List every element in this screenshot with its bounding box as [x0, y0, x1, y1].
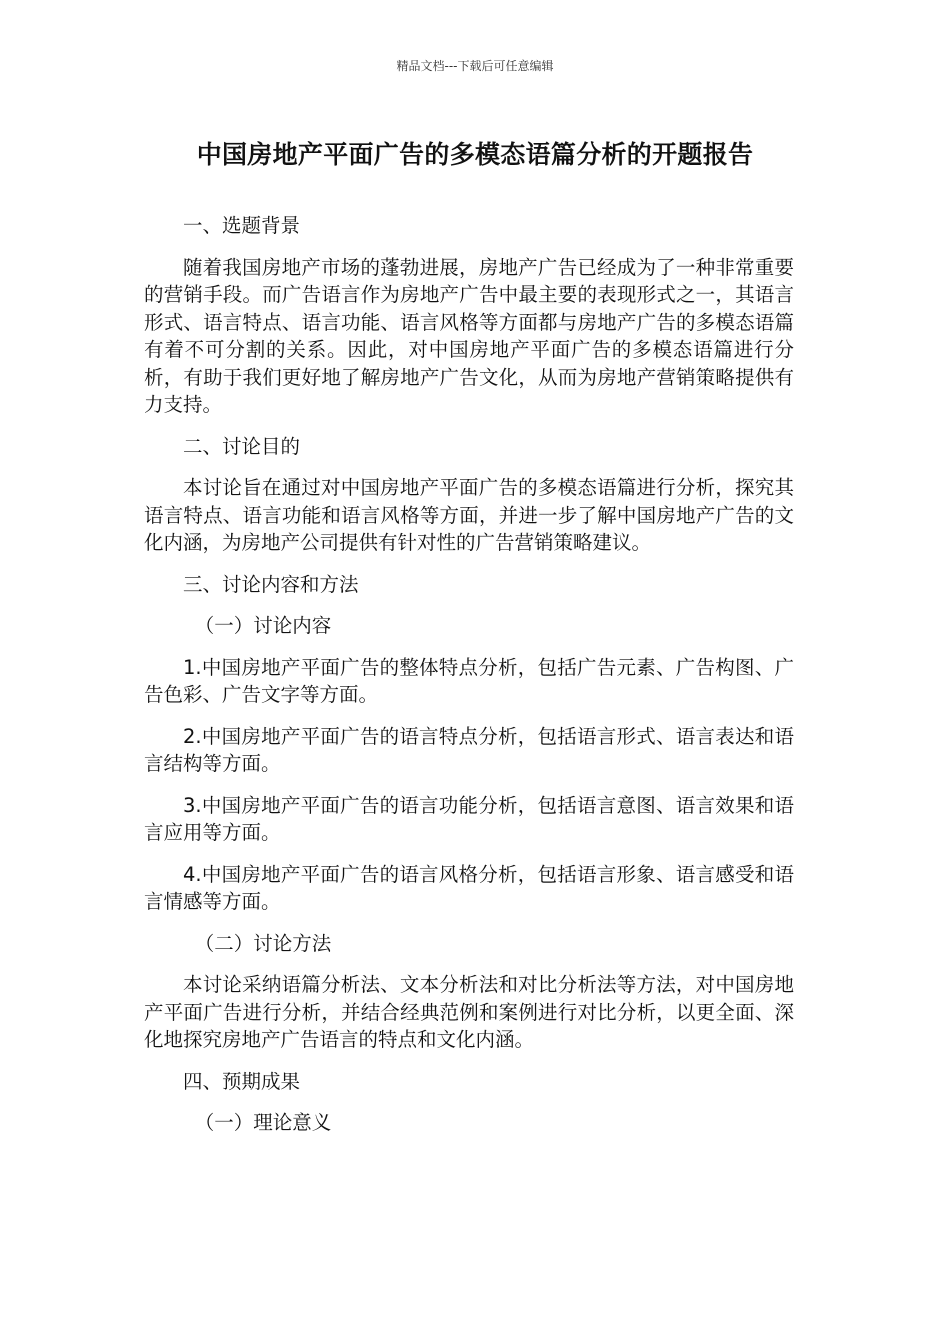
page-header-note: 精品文档---下载后可任意编辑 — [396, 59, 554, 73]
paragraph-method: 本讨论采纳语篇分析法、文本分析法和对比分析法等方法，对中国房地产平面广告进行分析，并结合经典范例和案例进行对比分析，以更全面、深化地探究房地产广告语言的特点和文化内涵。 — [144, 973, 794, 1051]
section-heading-content-method: 三、讨论内容和方法 — [183, 572, 359, 596]
paragraph-background: 随着我国房地产市场的蓬勃进展，房地产广告已经成为了一种非常重要的营销手段。而广告语言作为房地产广告中最主要的表现形式之一，其语言形式、语言特点、语言功能、语言风格等方面都与房地产广告的多模态语篇有着不可分割的关系。因此，对中国房地产平面广告的多模态语篇进行分析，有助于我们更好地了解房地产广告文化，从而为房地产营销策略提供有力支持。 — [144, 255, 794, 416]
subheading-content: （一）讨论内容 — [194, 614, 332, 637]
subheading-method: （二）讨论方法 — [194, 931, 332, 955]
subheading-theory-significance: （一）理论意义 — [194, 1111, 332, 1134]
section-heading-background: 一、选题背景 — [183, 214, 301, 237]
list-item-language-functions: 3.中国房地产平面广告的语言功能分析，包括语言意图、语言效果和语言应用等方面。 — [144, 793, 794, 844]
list-item-overall-features: 1.中国房地产平面广告的整体特点分析，包括广告元素、广告构图、广告色彩、广告文字等方面。 — [144, 655, 794, 706]
document-title: 中国房地产平面广告的多模态语篇分析的开题报告 — [196, 140, 754, 169]
document-body — [144, 212, 794, 1151]
paragraph-purpose: 本讨论旨在通过对中国房地产平面广告的多模态语篇进行分析，探究其语言特点、语言功能和语言风格等方面，并进一步了解中国房地产广告的文化内涵，为房地产公司提供有针对性的广告营销策略建议。 — [144, 476, 794, 554]
section-heading-expected-results: 四、预期成果 — [183, 1069, 301, 1093]
list-item-language-style: 4.中国房地产平面广告的语言风格分析，包括语言形象、语言感受和语言情感等方面。 — [144, 862, 794, 913]
list-item-language-features: 2.中国房地产平面广告的语言特点分析，包括语言形式、语言表达和语言结构等方面。 — [144, 724, 794, 775]
section-heading-purpose: 二、讨论目的 — [183, 434, 301, 458]
